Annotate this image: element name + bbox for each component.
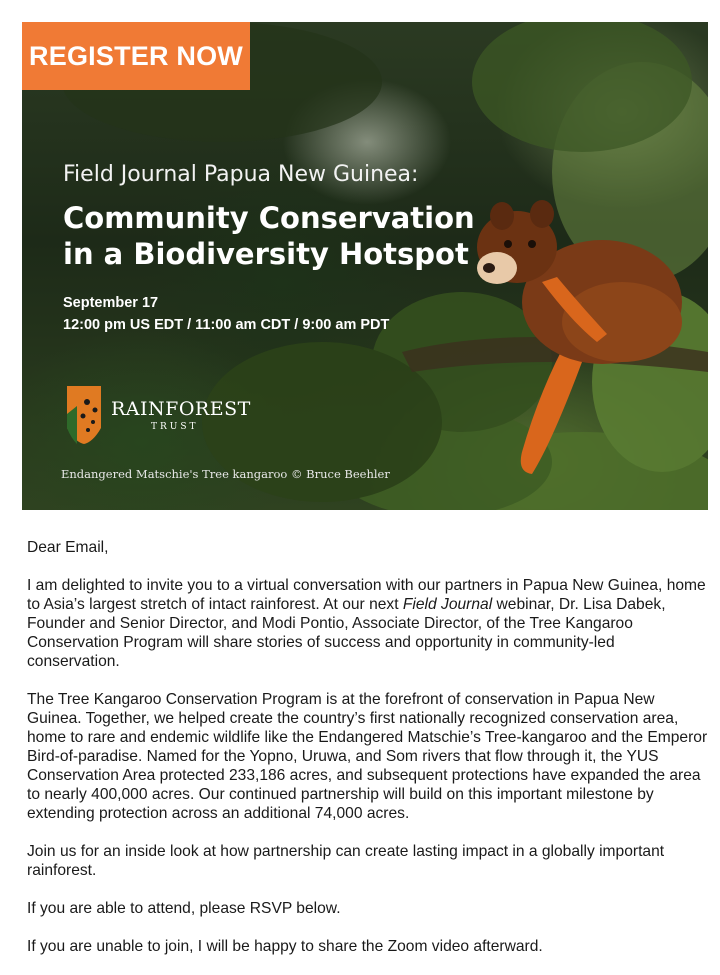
paragraph-rsvp: If you are able to attend, please RSVP below.: [27, 900, 341, 917]
series-eyebrow: Field Journal Papua New Guinea:: [63, 162, 419, 187]
event-title: Community Conservation in a Biodiversity Hotspot: [63, 201, 475, 271]
field-journal-emphasis: Field Journal: [402, 596, 493, 613]
photo-caption: Endangered Matschie's Tree kangaroo © Bruce Beehler: [61, 467, 390, 481]
rainforest-trust-logo: [63, 384, 251, 450]
paragraph-invite: Join us for an inside look at how partnership can create lasting impact in a globally important rainforest.: [27, 843, 665, 879]
event-date: September 17: [63, 295, 159, 311]
logo-wordmark: RAINFOREST: [111, 398, 251, 420]
logo-subtitle: TRUST: [151, 422, 199, 432]
intro-text-end: webinar, Dr. Lisa Dabek, Founder and Senior Director, and Modi Pontio, Associate Director, of the Tree Kangaroo Conservation Program will share stories of success and opportunity in community-led conservation.: [27, 596, 666, 670]
intro-text-start: I am delighted to invite you to a virtual conversation with our partners in Papua New Guinea, home to Asia’s largest stretch of intact rainforest. At our next: [27, 577, 706, 613]
paragraph-intro: [27, 576, 709, 671]
paragraph-video: If you are unable to join, I will be happy to share the Zoom video afterward.: [27, 938, 543, 955]
register-now-button[interactable]: REGISTER NOW: [22, 22, 250, 90]
event-time: 12:00 pm US EDT / 11:00 am CDT / 9:00 am PDT: [63, 317, 390, 333]
greeting: Dear Email,: [27, 539, 109, 556]
jaguar-logo-icon: [63, 384, 105, 446]
hero-banner: [22, 22, 708, 510]
paragraph-program: The Tree Kangaroo Conservation Program is at the forefront of conservation in Papua New Guinea. Together, we helped create the country’s first nationally recognized conservation area, home to rare and endemic wildlife like the Endangered Matschie’s Tree-kangaroo and the Emperor Bird-of-paradise. Named for the Yopno, Uruwa, and Som rivers that flow through it, the YUS Conservation Area protected 233,186 acres, and subsequent protections have expanded the area to nearly 400,000 acres. Our continued partnership will build on this important milestone by extending protection across an additional 74,000 acres.: [27, 691, 708, 822]
email-body: [27, 538, 709, 975]
